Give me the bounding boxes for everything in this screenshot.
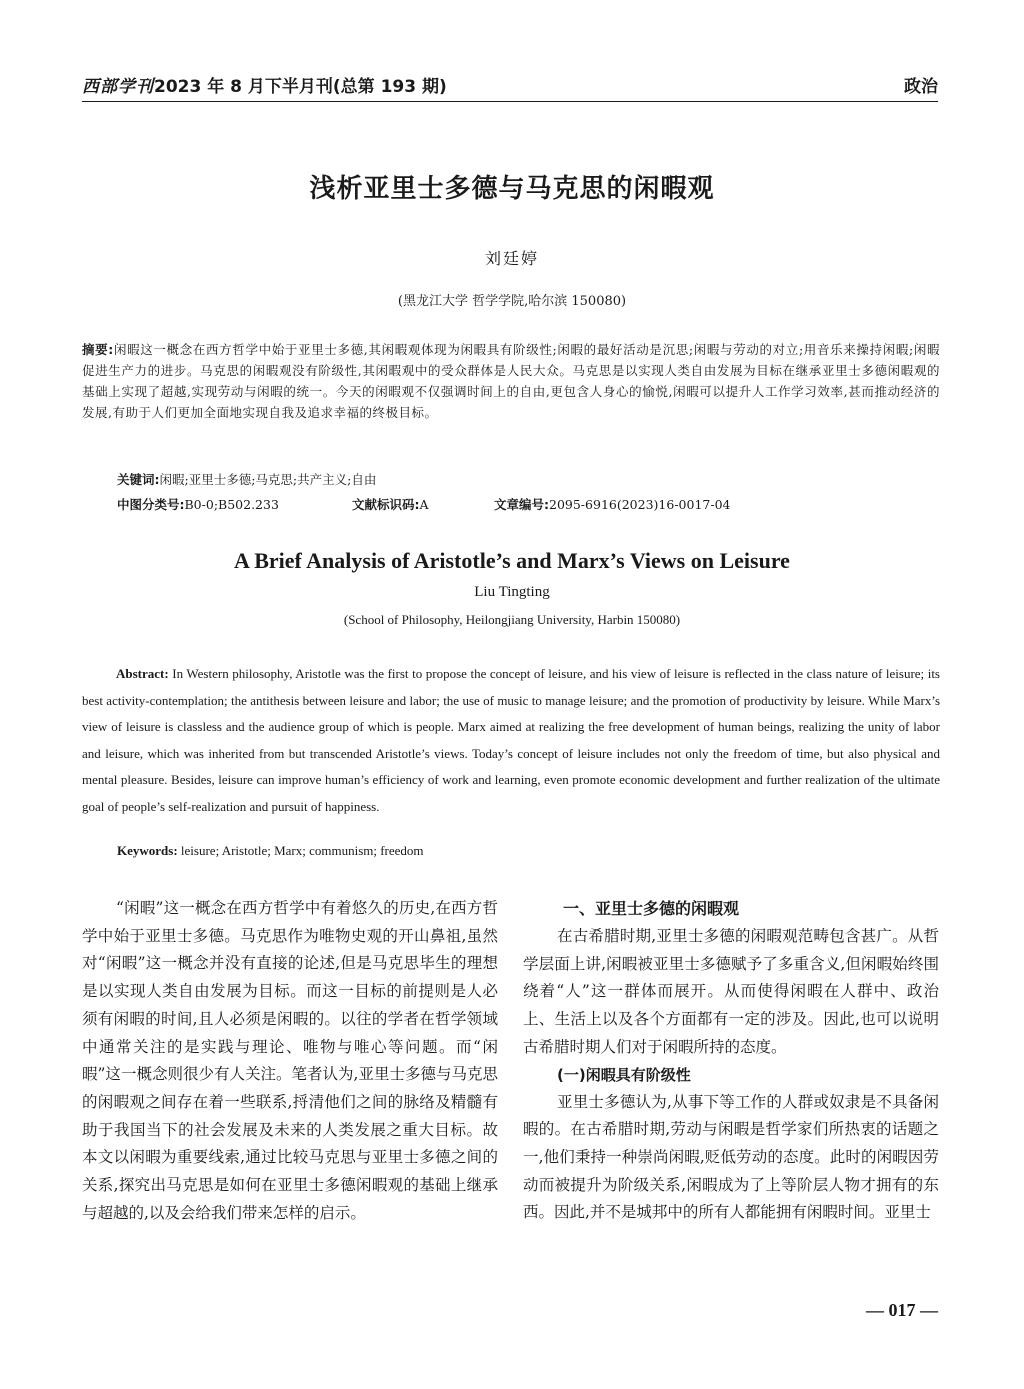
keywords-en-label: Keywords: <box>117 843 178 858</box>
doc-label: 文献标识码: <box>352 497 420 512</box>
subsection-heading: (一)闲暇具有阶级性 <box>557 1065 691 1084</box>
body-right-column <box>523 895 939 1227</box>
article-title-en: A Brief Analysis of Aristotle’s and Marx’s Views on Leisure <box>234 548 790 573</box>
article-label: 文章编号: <box>494 497 549 512</box>
clc-label: 中图分类号: <box>117 497 185 512</box>
abstract-en <box>82 661 940 820</box>
keywords-en-text: leisure; Aristotle; Marx; communism; freedom <box>180 843 424 858</box>
page-number: — 017 — <box>866 1300 938 1320</box>
abstract-cn <box>82 339 940 423</box>
author-name-en: Liu Tingting <box>474 584 550 600</box>
abstract-en-label: Abstract: <box>116 666 169 681</box>
keywords-cn <box>117 470 376 488</box>
clc-number <box>117 495 279 513</box>
keywords-en <box>117 843 424 859</box>
section-heading: 一、亚里士多德的闲暇观 <box>563 899 740 918</box>
journal-logo: 西部学刊 <box>82 77 154 97</box>
author-affiliation: (黑龙江大学 哲学学院,哈尔滨 150080) <box>397 294 627 309</box>
section-label: 政治 <box>904 77 938 97</box>
abstract-cn-label: 摘要: <box>82 342 114 357</box>
article-number <box>494 495 730 513</box>
header-rule <box>82 101 938 102</box>
section-paragraph: 在古希腊时期,亚里士多德的闲暇观范畴包含甚广。从哲学层面上讲,闲暇被亚里士多德赋予了多重含义,但闲暇始终围绕着“人”这一群体而展开。从而使得闲暇在人群中、政治上、生活上以及各个方面都有一定的涉及。因此,也可以说明古希腊时期人们对于闲暇所持的态度。 <box>523 927 939 1056</box>
doc-value: A <box>419 497 429 512</box>
issue-info: 2023 年 8 月下半月刊(总第 193 期) <box>154 77 447 97</box>
body-left-column <box>82 895 498 1227</box>
abstract-cn-text: 闲暇这一概念在西方哲学中始于亚里士多德,其闲暇观体现为闲暇具有阶级性;闲暇的最好活动是沉思;闲暇与劳动的对立;用音乐来操持闲暇;闲暇促进生产力的进步。马克思的闲暇观没有阶级性,其闲暇观中的受众群体是人民大众。马克思是以实现人类自由发展为目标在继承亚里士多德闲暇观的基础上实现了超越,实现劳动与闲暇的统一。今天的闲暇观不仅强调时间上的自由,更包含人身心的愉悦,闲暇可以提升人工作学习效率,甚而推动经济的发展,有助于人们更加全面地实现自我及追求幸福的终极目标。 <box>82 342 941 420</box>
intro-paragraph: “闲暇”这一概念在西方哲学中有着悠久的历史,在西方哲学中始于亚里士多德。马克思作为唯物史观的开山鼻祖,虽然对“闲暇”这一概念并没有直接的论述,但是马克思毕生的理想是以实现人类自由发展为目标。而这一目标的前提则是人必须有闲暇的时间,且人必须是闲暇的。以往的学者在哲学领域中通常关注的是实践与理论、唯物与唯心等问题。而“闲暇”这一概念则很少有人关注。笔者认为,亚里士多德与马克思的闲暇观之间存在着一些联系,捋清他们之间的脉络及精髓有助于我国当下的社会发展及未来的人类发展之重大目标。故本文以闲暇为重要线索,通过比较马克思与亚里士多德之间的关系,探究出马克思是如何在亚里士多德闲暇观的基础上继承与超越的,以及会给我们带来怎样的启示。 <box>82 899 498 1222</box>
keywords-cn-text: 闲暇;亚里士多德;马克思;共产主义;自由 <box>159 472 377 487</box>
article-value: 2095-6916(2023)16-0017-04 <box>549 497 731 512</box>
subsection-paragraph: 亚里士多德认为,从事下等工作的人群或奴隶是不具备闲暇的。在古希腊时期,劳动与闲暇是哲学家们所热衷的话题之一,他们秉持一种崇尚闲暇,贬低劳动的态度。此时的闲暇因劳动而被提升为阶级关系,闲暇成为了上等阶层人物才拥有的东西。因此,并不是城邦中的所有人都能拥有闲暇时间。亚里士 <box>523 1092 939 1222</box>
keywords-cn-label: 关键词: <box>117 472 160 487</box>
author-name: 刘廷婷 <box>484 249 539 268</box>
doc-code <box>352 495 429 513</box>
abstract-en-text: In Western philosophy, Aristotle was the first to propose the concept of leisure, and his view of leisure is reflected in the class nature of leisure; its best activity-contemplation; the antithesis between leisure and labor; the use of music to manage leisure; and the promotion of productivity by leisure. While Marx’s view of leisure is classless and the audience group of which is people. Marx aimed at realizing the free development of human beings, realizing the unity of labor and leisure, which was inherited from but transcended Aristotle’s views. Today’s concept of leisure includes not only the freedom of time, but also physical and mental pleasure. Besides, leisure can improve human’s efficiency of work and learning, even promote economic development and further realization of the ultimate goal of people’s self-realization and pursuit of happiness. <box>82 666 940 814</box>
article-title: 浅析亚里士多德与马克思的闲暇观 <box>309 174 715 204</box>
journal-header <box>82 72 447 97</box>
clc-value: B0-0;B502.233 <box>184 497 279 512</box>
author-affiliation-en: (School of Philosophy, Heilongjiang University, Harbin 150080) <box>343 612 681 627</box>
